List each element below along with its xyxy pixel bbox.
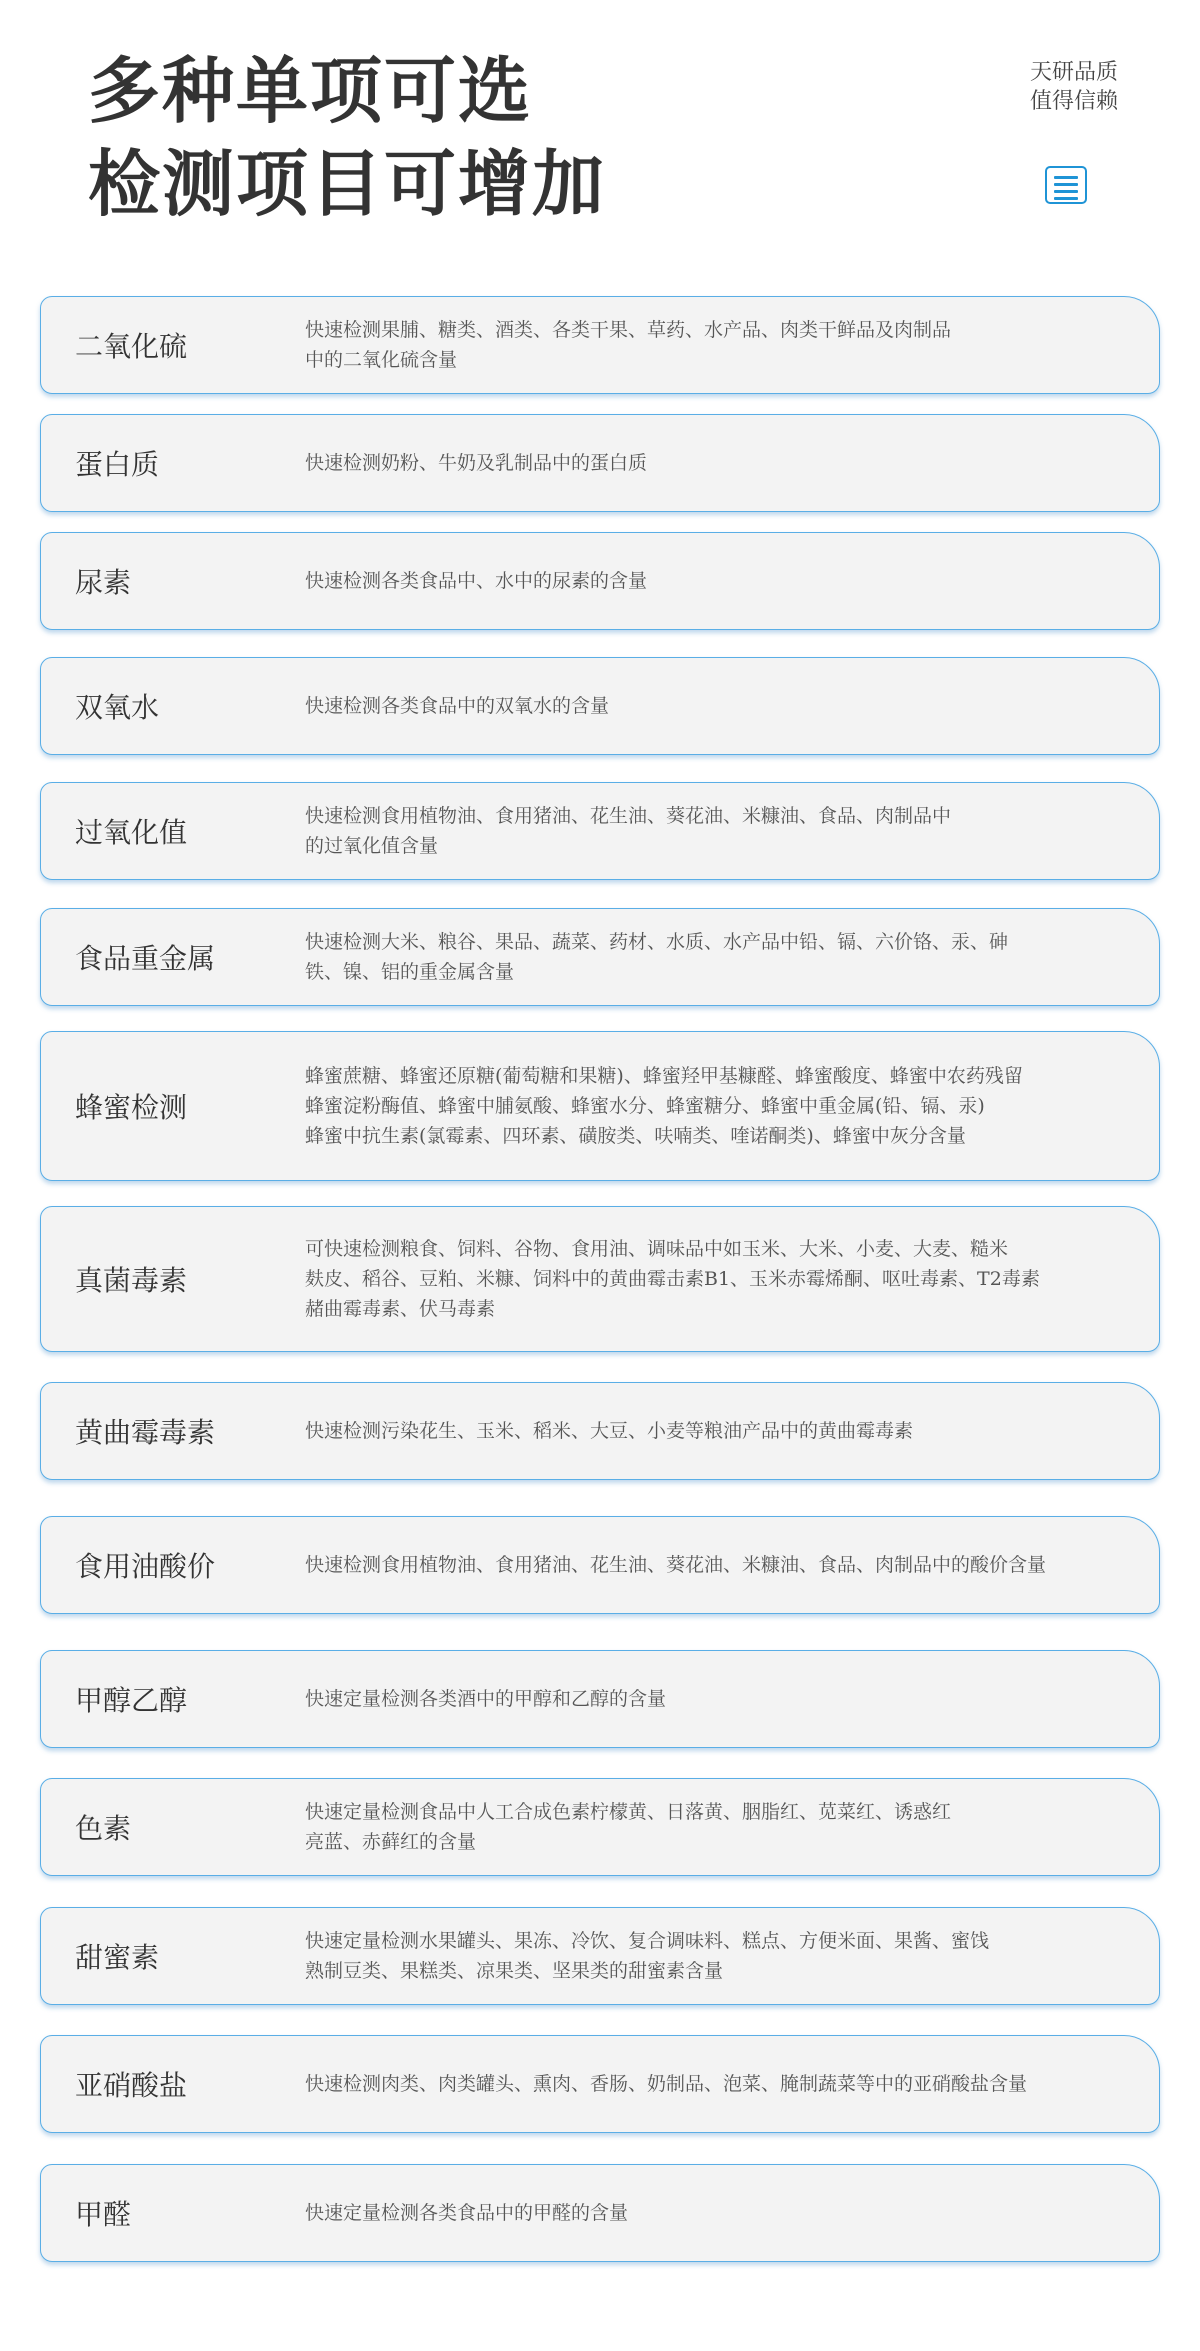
test-item-name: 过氧化值 (75, 816, 188, 849)
page-title-line-1: 多种单项可选 (88, 48, 533, 133)
test-item-name: 蜂蜜检测 (75, 1091, 188, 1124)
test-item-card[interactable] (40, 657, 1160, 755)
test-item-description-line: 快速定量检测各类酒中的甲醇和乙醇的含量 (305, 1688, 667, 1710)
test-item-description-line: 蜂蜜中抗生素(氯霉素、四环素、磺胺类、呋喃类、喹诺酮类)、蜂蜜中灰分含量 (305, 1125, 966, 1147)
test-item-name: 色素 (75, 1812, 132, 1845)
test-item-description-line: 蜂蜜蔗糖、蜂蜜还原糖(葡萄糖和果糖)、蜂蜜羟甲基糠醛、蜂蜜酸度、蜂蜜中农药残留 (305, 1065, 1023, 1087)
test-item-description-line: 快速定量检测水果罐头、果冻、冷饮、复合调味料、糕点、方便米面、果酱、蜜饯 (305, 1930, 990, 1952)
test-item-description (305, 1416, 1119, 1446)
test-item-description (305, 801, 1119, 861)
test-item-name: 甜蜜素 (75, 1941, 160, 1974)
test-item-name: 二氧化硫 (75, 330, 188, 363)
test-item-description-line: 蜂蜜淀粉酶值、蜂蜜中脯氨酸、蜂蜜水分、蜂蜜糖分、蜂蜜中重金属(铅、镉、汞) (305, 1095, 985, 1117)
test-item-description-line: 快速定量检测各类食品中的甲醛的含量 (305, 2202, 629, 2224)
test-item-name: 真菌毒素 (75, 1264, 188, 1297)
test-item-name: 双氧水 (75, 691, 160, 724)
test-item-description-line: 中的二氧化硫含量 (305, 349, 458, 371)
test-item-card[interactable] (40, 2035, 1160, 2133)
test-item-description-line: 快速检测食用植物油、食用猪油、花生油、葵花油、米糠油、食品、肉制品中 (305, 805, 952, 827)
test-item-card[interactable] (40, 2164, 1160, 2262)
page-title-line-2: 检测项目可增加 (88, 141, 607, 226)
test-item-description (305, 691, 1119, 721)
test-item-description-line: 熟制豆类、果糕类、凉果类、坚果类的甜蜜素含量 (305, 1960, 724, 1982)
test-item-card[interactable] (40, 1206, 1160, 1352)
test-item-description-line: 快速检测大米、粮谷、果品、蔬菜、药材、水质、水产品中铅、镉、六价铬、汞、砷 (305, 931, 1009, 953)
test-item-card[interactable] (40, 1907, 1160, 2005)
test-item-card[interactable] (40, 1516, 1160, 1614)
test-item-name: 尿素 (75, 566, 132, 599)
tagline (1030, 58, 1118, 116)
test-item-description (305, 1061, 1119, 1151)
test-item-description-line: 快速检测各类食品中的双氧水的含量 (305, 695, 610, 717)
test-item-card[interactable] (40, 1031, 1160, 1181)
test-item-description (305, 2069, 1119, 2099)
test-item-description (305, 1684, 1119, 1714)
test-item-name: 食品重金属 (75, 942, 216, 975)
test-item-name: 亚硝酸盐 (75, 2069, 188, 2102)
test-item-card[interactable] (40, 296, 1160, 394)
test-item-description-line: 快速检测食用植物油、食用猪油、花生油、葵花油、米糠油、食品、肉制品中的酸价含量 (305, 1554, 1047, 1576)
test-item-description-line: 快速检测各类食品中、水中的尿素的含量 (305, 570, 648, 592)
test-item-card[interactable] (40, 908, 1160, 1006)
test-item-card[interactable] (40, 1382, 1160, 1480)
tagline-line-2: 值得信赖 (1029, 89, 1118, 114)
test-item-name: 蛋白质 (75, 448, 160, 481)
test-item-description (305, 1797, 1119, 1857)
test-item-card[interactable] (40, 1778, 1160, 1876)
test-item-description (305, 2198, 1119, 2228)
test-item-description (305, 1234, 1119, 1324)
test-item-description (305, 1926, 1119, 1986)
test-item-description-line: 的过氧化值含量 (305, 835, 439, 857)
test-item-name: 甲醛 (75, 2198, 132, 2231)
test-item-card[interactable] (40, 782, 1160, 880)
test-item-card[interactable] (40, 414, 1160, 512)
test-item-description (305, 448, 1119, 478)
page-header (0, 0, 1200, 290)
test-item-description (305, 315, 1119, 375)
test-item-description-line: 快速检测肉类、肉类罐头、熏肉、香肠、奶制品、泡菜、腌制蔬菜等中的亚硝酸盐含量 (305, 2073, 1028, 2095)
test-item-description-line: 快速检测奶粉、牛奶及乳制品中的蛋白质 (305, 452, 648, 474)
test-item-description-line: 亮蓝、赤藓红的含量 (305, 1831, 477, 1853)
test-item-description-line: 赭曲霉毒素、伏马毒素 (305, 1298, 496, 1320)
test-item-card[interactable] (40, 532, 1160, 630)
test-item-description-line: 快速检测污染花生、玉米、稻米、大豆、小麦等粮油产品中的黄曲霉毒素 (305, 1420, 914, 1442)
test-item-description-line: 快速定量检测食品中人工合成色素柠檬黄、日落黄、胭脂红、苋菜红、诱惑红 (305, 1801, 952, 1823)
test-item-description-line: 麸皮、稻谷、豆粕、米糠、饲料中的黄曲霉击素B1、玉米赤霉烯酮、呕吐毒素、T2毒素 (305, 1268, 1040, 1290)
test-item-description (305, 927, 1119, 987)
test-item-name: 甲醇乙醇 (75, 1684, 188, 1717)
test-item-card[interactable] (40, 1650, 1160, 1748)
test-item-description-line: 可快速检测粮食、饲料、谷物、食用油、调味品中如玉米、大米、小麦、大麦、糙米 (305, 1238, 1009, 1260)
test-item-name: 食用油酸价 (75, 1550, 216, 1583)
test-item-description (305, 566, 1119, 596)
test-item-description (305, 1550, 1119, 1580)
menu-icon[interactable] (1045, 166, 1087, 204)
test-item-description-line: 铁、镍、铝的重金属含量 (305, 961, 515, 983)
test-item-description-line: 快速检测果脯、糖类、酒类、各类干果、草药、水产品、肉类干鲜品及肉制品 (305, 319, 952, 341)
tagline-line-1: 天研品质 (1029, 60, 1118, 85)
test-item-name: 黄曲霉毒素 (75, 1416, 216, 1449)
